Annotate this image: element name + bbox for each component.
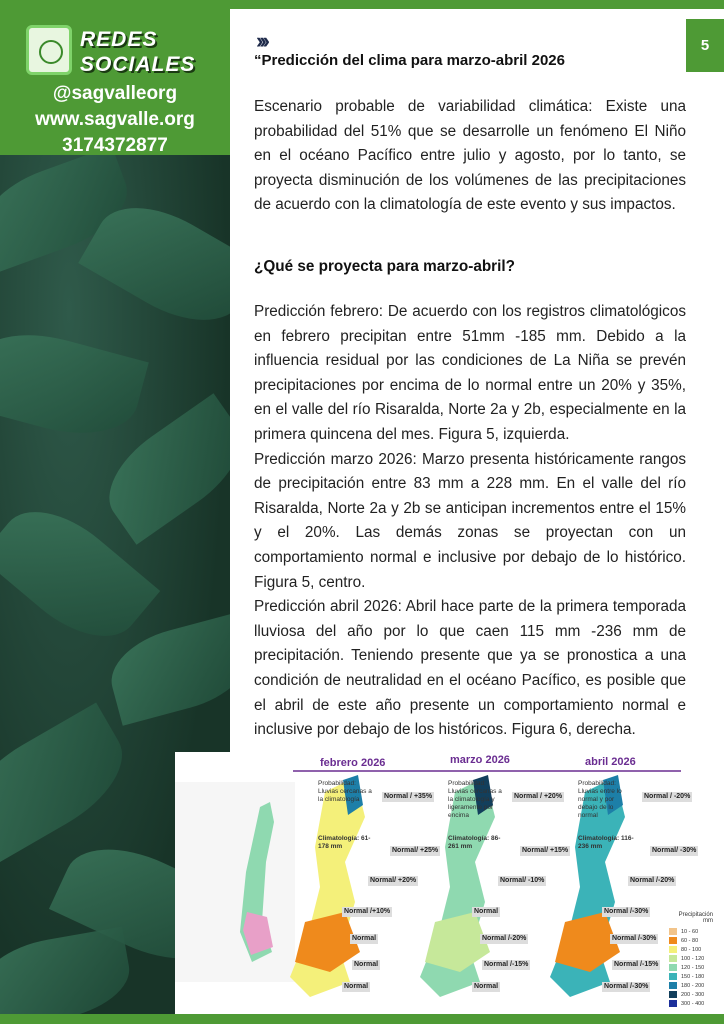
precipitation-legend [669, 912, 713, 1008]
legend-swatch [669, 973, 677, 980]
map-label: Normal / +20% [514, 793, 563, 800]
map-label: Normal [474, 983, 499, 990]
map-label: Normal/ +15% [522, 847, 569, 854]
legend-label: 10 - 60 [681, 928, 699, 935]
devices-icon [26, 25, 72, 75]
map-label: Normal/ +20% [370, 877, 417, 884]
legend-item [669, 963, 713, 972]
map-label: Normal / -20% [644, 793, 691, 800]
map-label: Normal /-30% [604, 908, 649, 915]
legend-swatch [669, 964, 677, 971]
legend-label: 100 - 120 [681, 955, 705, 962]
map-label: Normal /-30% [612, 935, 657, 942]
legend-item [669, 954, 713, 963]
website-link[interactable]: www.sagvalle.org [35, 109, 195, 130]
probability-marzo: Probabilidad: Lluvias cercanas a la climatología y ligeramente por encima [448, 780, 502, 819]
paragraph-marzo: Predicción marzo 2026: Marzo presenta históricamente rangos de precipitación entre 83 mm a 228 mm. En el valle del río Risaralda, Norte 2a y 2b se anticipan incrementos entre el 15% y el 20%. Las demás zonas se proyectan con un comportamiento normal e inclusive por debajo de lo histórico. Figura 5, centro. [254, 450, 686, 591]
legend-swatch [669, 928, 677, 935]
legend-label: 60 - 80 [681, 937, 699, 944]
legend-label: 180 - 200 [681, 982, 705, 989]
probability-abril: Probabilidad: Lluvias entre lo normal y por debajo de lo normal [578, 780, 622, 819]
legend-item [669, 927, 713, 936]
page-number: 5 [686, 19, 724, 72]
map-label: Normal /-30% [604, 983, 649, 990]
legend-title: Precipitación mm [678, 912, 713, 924]
map-label: Normal [354, 961, 379, 968]
legend-swatch [669, 982, 677, 989]
map-label: Normal [352, 935, 377, 942]
climatology-abril: Climatología: 116-236 mm [578, 835, 634, 850]
legend-label: 120 - 150 [681, 964, 705, 971]
climate-figure [175, 752, 715, 1014]
climatology-marzo: Climatología: 86-261 mm [448, 835, 501, 850]
chevrons-icon: ››› [256, 28, 266, 53]
legend-label: 300 - 400 [681, 1000, 705, 1007]
map-title-marzo: marzo 2026 [450, 754, 510, 766]
legend-item [669, 945, 713, 954]
probability-febrero: Probabilidad: Lluvias cercanas a la climatología [318, 780, 372, 803]
climatology-febrero: Climatología: 61-178 mm [318, 835, 371, 850]
map-label: Normal /-15% [484, 961, 529, 968]
legend-item [669, 972, 713, 981]
legend-label: 200 - 300 [681, 991, 705, 998]
legend-label: 150 - 180 [681, 973, 705, 980]
map-label: Normal/ -30% [652, 847, 697, 854]
subheading: ¿Qué se proyecta para marzo-abril? [254, 258, 515, 275]
top-bar [0, 0, 724, 9]
legend-label: 80 - 100 [681, 946, 702, 953]
bottom-bar [0, 1014, 724, 1024]
map-label: Normal [344, 983, 369, 990]
map-label: Normal / +35% [384, 793, 433, 800]
social-media-box [0, 9, 230, 155]
map-label: Normal/ +25% [392, 847, 439, 854]
legend-item [669, 990, 713, 999]
map-label: Normal /-20% [630, 877, 675, 884]
map-label: Normal /+10% [344, 908, 391, 915]
map-title-febrero: febrero 2026 [320, 757, 386, 769]
legend-item [669, 999, 713, 1008]
intro-paragraph: Escenario probable de variabilidad climática: Existe una probabilidad del 51% que se desarrolle un fenómeno El Niño en el océano Pacífico entre julio y agosto, por lo tanto, se proyecta disminución de los volúmenes de las precipitaciones de acuerdo con la climatología de este evento y sus impactos. [254, 98, 686, 214]
legend-swatch [669, 1000, 677, 1007]
social-handle[interactable]: @sagvalleorg [52, 83, 178, 104]
map-title-abril: abril 2026 [585, 756, 636, 768]
map-label: Normal /-20% [482, 935, 527, 942]
paragraph-febrero: Predicción febrero: De acuerdo con los registros climatológicos en febrero precipitan entre 51mm -185 mm. Debido a la influencia residual por las condiciones de La Niña se prevén precipitaciones por encima de lo normal entre un 20% y 35%, en el valle del río Risaralda, Norte 2a y 2b, especialmente en la primera quincena del mes. Figura 5, izquierda. [254, 303, 686, 443]
index-map-panel [175, 782, 295, 982]
phone-number: 3174372877 [62, 135, 168, 156]
paragraph-abril: Predicción abril 2026: Abril hace parte de la primera temporada lluviosa del año por lo que caen 115 mm -236 mm de precipitación. Teniendo presente que ya se pronostica a una condición de neutralidad en el océano Pacífico, es posible que el abril de este año presente un comportamiento normal e inclusive por debajo de los históricos. Figura 6, derecha. [254, 598, 686, 739]
legend-swatch [669, 991, 677, 998]
legend-item [669, 981, 713, 990]
legend-swatch [669, 937, 677, 944]
legend-item [669, 936, 713, 945]
map-label: Normal /-15% [614, 961, 659, 968]
social-title: REDES SOCIALES [80, 28, 196, 76]
predictions-text [254, 300, 686, 743]
map-label: Normal/ -10% [500, 877, 545, 884]
legend-swatch [669, 955, 677, 962]
map-label: Normal [474, 908, 499, 915]
page-heading: “Predicción del clima para marzo-abril 2026 [254, 52, 565, 69]
legend-swatch [669, 946, 677, 953]
